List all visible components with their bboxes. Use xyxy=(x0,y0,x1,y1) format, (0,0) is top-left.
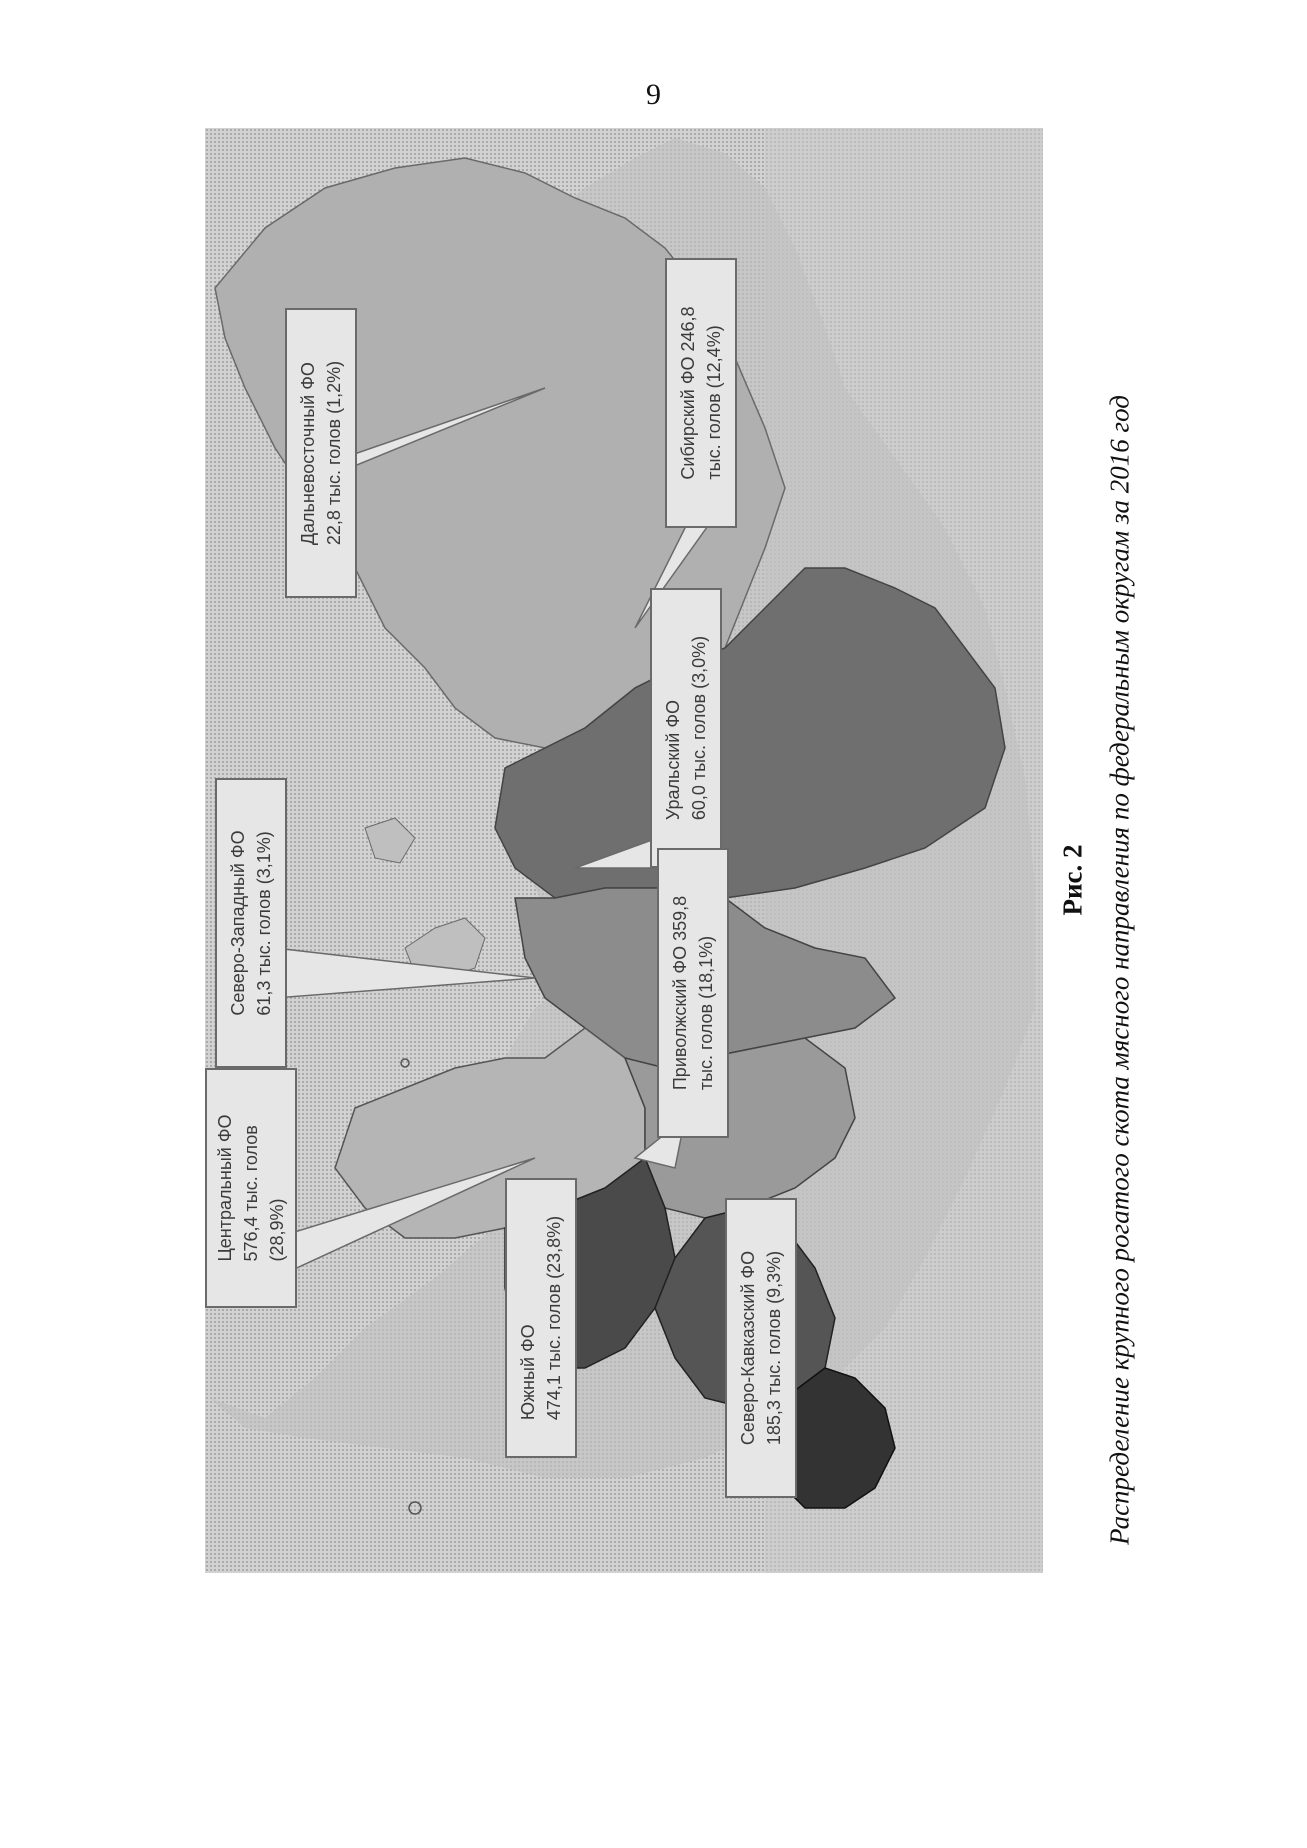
callout-central xyxy=(205,1068,297,1308)
arctic-islands-2 xyxy=(365,818,415,863)
callout-northwest-line2: 61,3 тыс. голов (3,1%) xyxy=(254,831,274,1016)
callout-volga-line2: тыс. голов (18,1%) xyxy=(696,935,716,1091)
figure-map xyxy=(205,128,1043,1573)
callout-ural-line1: Уральский ФО xyxy=(663,699,683,821)
page-number: 9 xyxy=(646,78,661,111)
callout-far-east-line2: 22,8 тыс. голов (1,2%) xyxy=(324,360,344,546)
callout-siberia-line2: тыс. голов (12,4%) xyxy=(704,325,724,480)
callout-north-caucasus-line1: Северо-Кавказский ФО xyxy=(738,1250,758,1446)
callout-central-line2: 576,4 тыс. голов xyxy=(241,1125,261,1262)
callout-far-east xyxy=(285,308,357,598)
callout-south xyxy=(505,1178,577,1458)
leader-northwest xyxy=(275,948,535,998)
callout-volga xyxy=(657,848,729,1138)
callout-central-line3: (28,9%) xyxy=(267,1198,287,1262)
callout-siberia-line1: Сибирский ФО 246,8 xyxy=(678,306,698,480)
callout-northwest-line1: Северо-Западный ФО xyxy=(228,830,248,1016)
callout-north-caucasus-line2: 185,3 тыс. голов (9,3%) xyxy=(764,1250,784,1446)
callout-central-line1: Центральный ФО xyxy=(215,1114,235,1262)
island-dot xyxy=(409,1502,421,1514)
callout-northwest xyxy=(215,778,287,1068)
callout-siberia xyxy=(665,258,737,528)
map-frame xyxy=(205,128,1043,1573)
figure-caption-text: Распределение крупного рогатого скота мясного направления по федеральным округам за 2016 год xyxy=(1104,395,1135,1545)
callout-north-caucasus xyxy=(725,1198,797,1498)
island-dot-3 xyxy=(401,1059,409,1067)
callout-volga-line1: Приволжский ФО 359,8 xyxy=(670,895,690,1091)
callout-far-east-line1: Дальневосточный ФО xyxy=(298,362,318,546)
figure-label-text: Рис. 2 xyxy=(1057,844,1088,916)
figure-caption xyxy=(1095,220,1145,1720)
figure-label xyxy=(1053,820,1093,940)
callout-south-line2: 474,1 тыс. голов (23,8%) xyxy=(544,1215,564,1421)
callout-south-line1: Южный ФО xyxy=(518,1324,538,1421)
callout-ural-line2: 60,0 тыс. голов (3,0%) xyxy=(689,635,709,821)
callout-ural xyxy=(650,588,722,868)
